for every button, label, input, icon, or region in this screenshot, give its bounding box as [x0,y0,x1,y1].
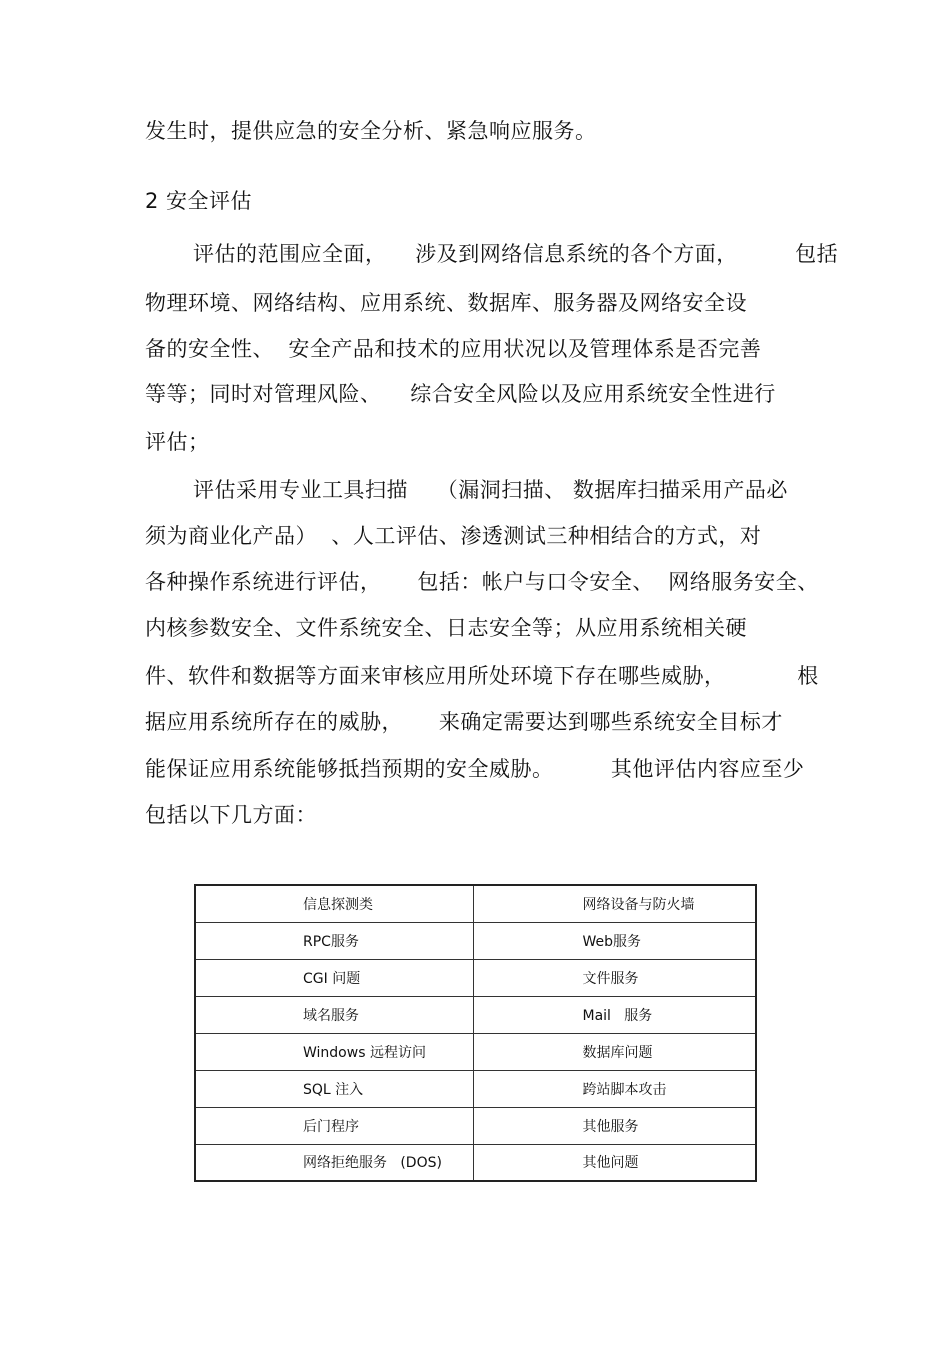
paragraph-line: 评估； [145,430,210,454]
paragraph-line: 备的安全性、 安全产品和技术的应用状况以及管理体系是否完善 [145,337,762,361]
section-heading: 2 安全评估 [145,189,253,213]
table-cell: 网络设备与防火墙 [473,885,756,922]
table-cell: CGI 问题 [195,959,473,996]
table-cell: 信息探测类 [195,885,473,922]
paragraph-line: 评估的范围应全面， 涉及到网络信息系统的各个方面， 包括 [193,242,839,266]
table-row [195,1033,756,1070]
table-row [195,959,756,996]
paragraph-line: 物理环境、网络结构、应用系统、数据库、服务器及网络安全设 [145,291,747,315]
table-cell: Windows 远程访问 [195,1033,473,1070]
paragraph-line: 评估采用专业工具扫描 （漏洞扫描、 数据库扫描采用产品必 [193,478,788,502]
paragraph-line: 内核参数安全、文件系统安全、日志安全等；从应用系统相关硬 [145,616,747,640]
table-cell: SQL 注入 [195,1070,473,1107]
table-cell: 其他问题 [473,1144,756,1181]
paragraph-line: 能保证应用系统能够抵挡预期的安全威胁。 其他评估内容应至少 [145,757,805,781]
table-row [195,922,756,959]
table-row [195,1107,756,1144]
table-cell: 文件服务 [473,959,756,996]
paragraph-line: 件、软件和数据等方面来审核应用所处环境下存在哪些威胁， 根 [145,664,819,688]
table-row [195,885,756,922]
paragraph-line: 须为商业化产品） 、人工评估、渗透测试三种相结合的方式，对 [145,524,762,548]
table-row [195,996,756,1033]
table-cell: 网络拒绝服务 (DOS) [195,1144,473,1181]
table-cell: RPC服务 [195,922,473,959]
table-row [195,1070,756,1107]
table-cell: 数据库问题 [473,1033,756,1070]
table-cell: Web服务 [473,922,756,959]
paragraph-line: 包括以下几方面： [145,803,317,827]
table-row [195,1144,756,1181]
table-cell: 跨站脚本攻击 [473,1070,756,1107]
paragraph-line: 据应用系统所存在的威胁， 来确定需要达到哪些系统安全目标才 [145,710,783,734]
table-cell: 后门程序 [195,1107,473,1144]
table-cell: Mail 服务 [473,996,756,1033]
assessment-items-table [194,884,757,1182]
table-cell: 其他服务 [473,1107,756,1144]
table-cell: 域名服务 [195,996,473,1033]
paragraph-line: 等等；同时对管理风险、 综合安全风险以及应用系统安全性进行 [145,382,776,406]
paragraph-line: 发生时，提供应急的安全分析、紧急响应服务。 [145,119,597,143]
paragraph-line: 各种操作系统进行评估， 包括：帐户与口令安全、 网络服务安全、 [145,570,819,594]
